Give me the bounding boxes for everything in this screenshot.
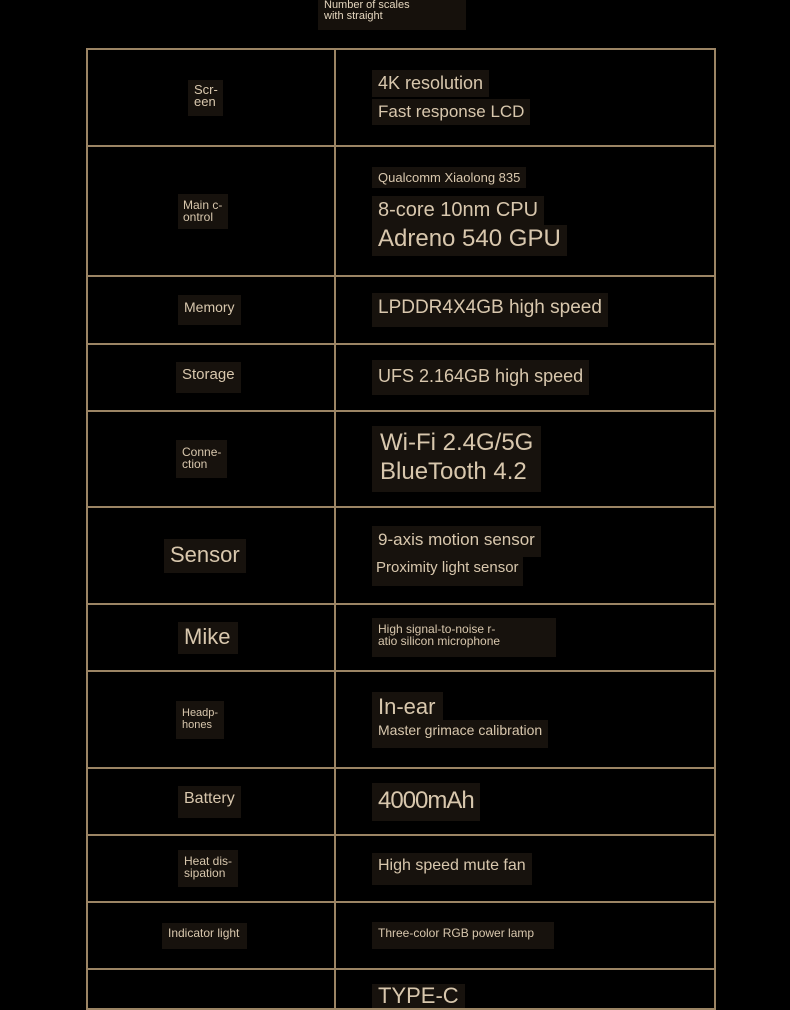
spec-label: Indicator light bbox=[162, 923, 247, 949]
spec-label: Memory bbox=[178, 295, 241, 325]
spec-value: Adreno 540 GPU bbox=[372, 225, 567, 256]
spec-row-memory bbox=[87, 276, 715, 344]
spec-row-storage bbox=[87, 344, 715, 411]
spec-label-cell bbox=[87, 604, 335, 671]
spec-value-line: BlueTooth 4.2 bbox=[380, 458, 527, 485]
spec-value: In-ear bbox=[372, 692, 443, 720]
spec-value bbox=[372, 426, 541, 492]
spec-label-cell bbox=[87, 276, 335, 344]
caption-line-2: with straight bbox=[324, 10, 383, 22]
spec-value-cell bbox=[335, 507, 715, 604]
spec-label-line: een bbox=[194, 93, 216, 109]
spec-label-line: sipation bbox=[184, 866, 226, 880]
spec-label-cell bbox=[87, 507, 335, 604]
spec-label-cell bbox=[87, 768, 335, 835]
spec-value-cell bbox=[335, 604, 715, 671]
spec-value: Master grimace calibration bbox=[372, 720, 548, 748]
spec-label: Storage bbox=[176, 362, 241, 393]
spec-label-line: Scr- bbox=[194, 81, 218, 97]
caption-line-1: Number of scales bbox=[324, 0, 410, 11]
spec-label-cell bbox=[87, 146, 335, 276]
spec-value-line: Wi-Fi 2.4G/5G bbox=[380, 429, 534, 456]
spec-label bbox=[176, 440, 227, 478]
spec-label-line: Heat dis- bbox=[184, 854, 233, 868]
spec-row-headphones bbox=[87, 671, 715, 768]
spec-row-partial bbox=[87, 969, 715, 1009]
spec-value-cell bbox=[335, 902, 715, 969]
spec-value-line: atio silicon microphone bbox=[378, 634, 501, 648]
spec-label-line: ction bbox=[182, 457, 208, 471]
spec-value: Three-color RGB power lamp bbox=[372, 922, 554, 949]
spec-label: Sensor bbox=[164, 539, 246, 573]
spec-value-cell bbox=[335, 49, 715, 146]
spec-value: 4000mAh bbox=[372, 783, 480, 821]
spec-row-indicator-light bbox=[87, 902, 715, 969]
spec-label-line: Conne- bbox=[182, 445, 222, 459]
spec-value: 8-core 10nm CPU bbox=[372, 196, 544, 225]
spec-value bbox=[372, 618, 556, 657]
spec-row-heat-dissipation bbox=[87, 835, 715, 902]
spec-row-mike bbox=[87, 604, 715, 671]
spec-label: Battery bbox=[178, 786, 241, 818]
spec-value: Qualcomm Xiaolong 835 bbox=[372, 167, 526, 188]
spec-value: 9-axis motion sensor bbox=[372, 526, 541, 557]
spec-value: 4K resolution bbox=[372, 70, 489, 97]
spec-label-cell bbox=[87, 902, 335, 969]
spec-row-connection bbox=[87, 411, 715, 507]
spec-row-battery bbox=[87, 768, 715, 835]
spec-row-screen bbox=[87, 49, 715, 146]
spec-value: TYPE-C bbox=[372, 984, 465, 1008]
spec-value-cell bbox=[335, 969, 715, 1009]
spec-label-cell bbox=[87, 969, 335, 1009]
spec-value-cell bbox=[335, 146, 715, 276]
spec-value-cell bbox=[335, 835, 715, 902]
spec-value-cell bbox=[335, 344, 715, 411]
spec-label-line: Headp- bbox=[182, 706, 219, 719]
spec-label bbox=[178, 850, 238, 887]
spec-label bbox=[178, 194, 228, 229]
spec-table bbox=[86, 48, 716, 1010]
spec-label bbox=[176, 701, 224, 739]
spec-label-cell bbox=[87, 344, 335, 411]
spec-value: Fast response LCD bbox=[372, 99, 530, 125]
spec-label-line: Main c- bbox=[183, 197, 223, 212]
spec-value-cell bbox=[335, 276, 715, 344]
spec-label: Mike bbox=[178, 622, 238, 654]
spec-label-line: hones bbox=[182, 718, 212, 731]
spec-value: High speed mute fan bbox=[372, 853, 532, 885]
top-caption bbox=[318, 0, 466, 30]
spec-label-cell bbox=[87, 49, 335, 146]
spec-label-cell bbox=[87, 671, 335, 768]
spec-label-line: ontrol bbox=[183, 209, 214, 224]
spec-value-line: High signal-to-noise r- bbox=[378, 622, 496, 636]
spec-value: UFS 2.164GB high speed bbox=[372, 360, 589, 395]
spec-label-cell bbox=[87, 835, 335, 902]
spec-value: LPDDR4X4GB high speed bbox=[372, 293, 608, 327]
spec-label-cell bbox=[87, 411, 335, 507]
spec-value-cell bbox=[335, 671, 715, 768]
spec-label bbox=[188, 80, 223, 116]
spec-row-main-control bbox=[87, 146, 715, 276]
spec-value-cell bbox=[335, 411, 715, 507]
spec-value-cell bbox=[335, 768, 715, 835]
spec-row-sensor bbox=[87, 507, 715, 604]
spec-value: Proximity light sensor bbox=[372, 557, 523, 586]
